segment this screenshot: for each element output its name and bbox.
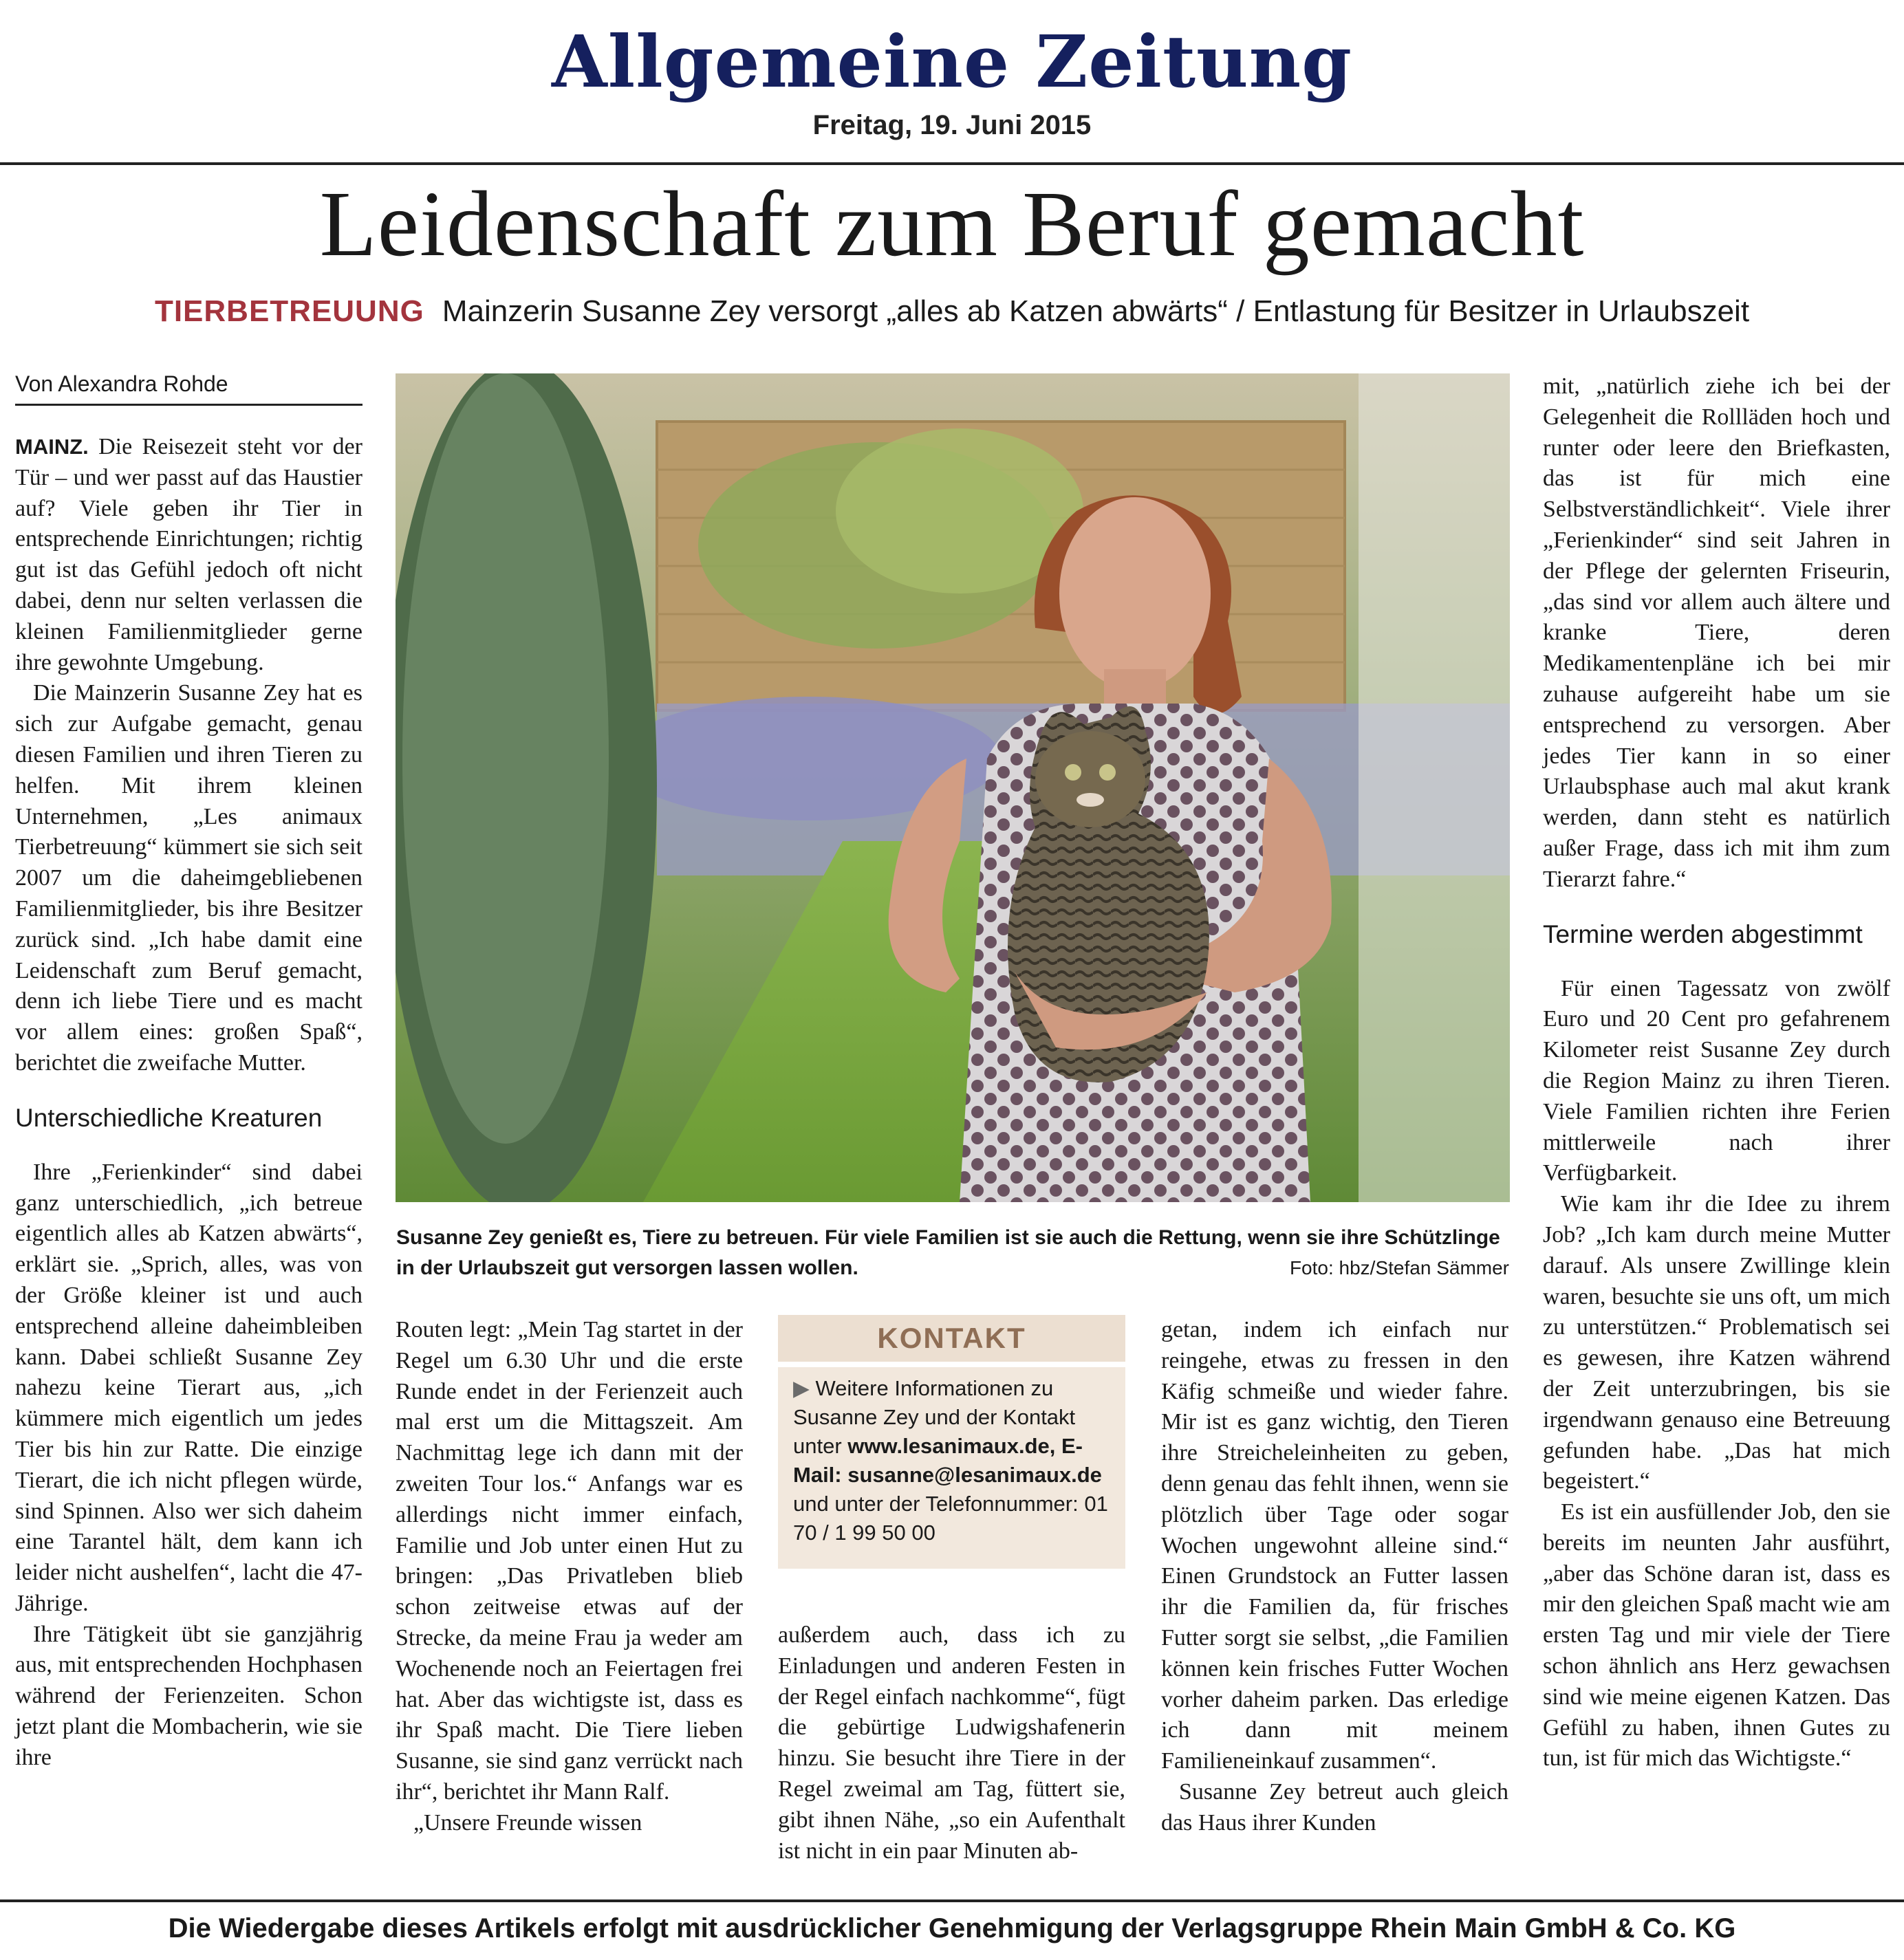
photo-credit: Foto: hbz/Stefan Sämmer xyxy=(1289,1257,1509,1278)
article-column-4 xyxy=(1161,1315,1508,1839)
section-subhead: Termine werden abgestimmt xyxy=(1543,919,1863,948)
contact-phone: und unter der Telefonnummer: 01 70 / 1 99 50 00 xyxy=(793,1492,1108,1545)
paragraph: Susanne Zey betreut auch gleich das Haus ihrer Kunden xyxy=(1161,1778,1508,1836)
article-column-5 xyxy=(1543,371,1890,1774)
paragraph: Für einen Tagessatz von zwölf Euro und 20 Cent pro gefahrenem Kilometer reist Susanne Zey durch die Region Mainz zu ihren Tieren. Viele Familien richten ihre Ferien mittlerweile nach ihrer Verfügbarkeit. xyxy=(1543,975,1890,1186)
paragraph: „Unsere Freunde wissen xyxy=(413,1809,642,1836)
publication-date: Freitag, 19. Juni 2015 xyxy=(812,110,1092,140)
paragraph: MAINZ. Die Reisezeit steht vor der Tür – und wer passt auf das Haustier auf? Viele geben ihr Tier in entsprechende Einrichtungen; richtig gut ist das Gefühl jedoch oft nicht dabei, denn nur selten verlassen die kleinen Familienmitglieder gerne ihre gewohnte Umgebung. xyxy=(15,434,363,675)
contact-box-title: KONTAKT xyxy=(778,1315,1125,1362)
article-photo xyxy=(396,373,1510,1202)
arrow-icon: ▶ xyxy=(793,1376,810,1400)
paragraph: Wie kam ihr die Idee zu ihrem Job? „Ich kam durch meine Mutter darauf. Als unsere Zwillinge klein waren, besuchte sie uns oft, um mich zu unterstützen.“ Problematisch sei es gewesen, ihre Katzen während der Zeit unterzubringen, bis sie irgendwann genauso eine Betreuung gefunden habe. „Das hat mich begeistert.“ xyxy=(1543,1191,1890,1494)
contact-email-link[interactable]: susanne@lesanimaux.de xyxy=(847,1463,1102,1487)
copyright-footer: Die Wiedergabe dieses Artikels erfolgt mit ausdrücklicher Genehmigung der Verlagsgruppe Rhein Main GmbH & Co. KG xyxy=(0,1899,1904,1960)
paragraph: Es ist ein ausfüllender Job, den sie bereits im neunten Jahr ausführt, „aber das Schöne daran ist, dass es mir den gleichen Spaß macht wie am ersten Tag und mir viele der Tiere schon ähnlich ans Herz gewachsen sind wie meine eigenen Katzen. Das Gefühl zu haben, ihnen Gutes zu tun, ist für mich das Wichtigste.“ xyxy=(1543,1499,1890,1772)
article-column-1 xyxy=(15,432,363,1774)
paragraph: getan, indem ich einfach nur reingehe, etwas zu fressen in den Käfig schmeiße und wieder fahre. Mir ist es ganz wichtig, den Tieren ihre Streicheleinheiten zu geben, denn genau das fehlt ihnen, wenn sie plötzlich über Tage oder sogar Wochen ungewohnt alleine sind.“ Einen Grundstock an Futter lassen ihr die Familien da, für frisches Futter sorgt sie selbst, „die Familien können kein frisches Futter Wochen vorher daheim parken. Das erledige ich dann mit meinem Familieneinkauf zusammen“. xyxy=(1161,1317,1508,1774)
contact-email-label: E-Mail: xyxy=(793,1434,1083,1487)
paragraph: mit, „natürlich ziehe ich bei der Gelegenheit die Rollläden hoch und runter oder leere den Briefkasten, das ist für mich eine Selbstverständlichkeit“. Viele ihrer „Ferienkinder“ sind seit Jahren in der Pflege der gelernten Friseurin, „das sind vor allem auch ältere und kranke Tiere, deren Medikamentenpläne ich bei mir zuhause aufgereiht habe um sie entsprechend zu versorgen. Aber jedes Tier kann in so einer Urlaubsphase auch mal akut krank werden, dann steht es natürlich außer Frage, dass ich mit ihm zum Tierarzt fahre.“ xyxy=(1543,373,1890,892)
article-headline: Leidenschaft zum Beruf gemacht xyxy=(319,173,1585,276)
masthead-divider xyxy=(0,162,1904,165)
article-column-2 xyxy=(396,1315,743,1839)
paragraph: Die Mainzerin Susanne Zey hat es sich zur Aufgabe gemacht, genau diesen Familien und ihren Tieren zu helfen. Mit ihrem kleinen Unternehmen, „Les animaux Tierbetreuung“ kümmert sie sich seit 2007 um die daheimgebliebenen Familienmitglieder, bis ihre Besitzer zurück sind. „Ich habe damit eine Leidenschaft zum Beruf gemacht, denn ich liebe Tiere und es macht vor allem eines: großen Spaß“, berichtet die zweifache Mutter. xyxy=(15,680,363,1076)
masthead-title: Allgemeine Zeitung xyxy=(552,19,1352,104)
contact-box-body: ▶ Weitere Informationen zu Susanne Zey und der Kontakt unter www.lesanimaux.de, E-Mail: susanne@lesanimaux.de und unter der Telefonnummer: 01 70 / 1 99 50 00 xyxy=(778,1367,1125,1569)
article-subheadline xyxy=(0,294,1904,329)
paragraph: außerdem auch, dass ich zu Einladungen und anderen Festen in der Regel einfach nachkomme“, fügt die gebürtige Ludwigshafenerin hinzu. Sie besucht ihre Tiere in der Regel zweimal am Tag, füttert sie, gibt ihnen Nähe, „so ein Aufenthalt ist nicht in ein paar Minuten ab- xyxy=(778,1622,1125,1864)
paragraph: Routen legt: „Mein Tag startet in der Regel um 6.30 Uhr und die erste Runde endet in der Ferienzeit auch mal erst um die Mittagszeit. Am Nachmittag lege ich dann mit der zweiten Tour los.“ Anfangs war es allerdings nicht immer einfach, Familie und Job unter einen Hut zu bringen: „Das Privatleben blieb schon zeitweise etwas auf der Strecke, da meine Frau ja weder am Wochenende noch an Feiertagen frei hat. Aber das wichtigste ist, dass es ihr Spaß macht. Die Tiere lieben Susanne, sie sind ganz verrückt nach ihr“, berichtet ihr Mann Ralf. xyxy=(396,1317,743,1805)
byline: Von Alexandra Rohde xyxy=(15,371,363,406)
section-subhead: Unterschiedliche Kreaturen xyxy=(15,1103,323,1132)
dateline-city: MAINZ. xyxy=(15,435,89,459)
section-kicker: TIERBETREUUNG xyxy=(154,294,424,328)
article-column-3 xyxy=(778,1620,1125,1866)
photo-caption: Susanne Zey genießt es, Tiere zu betreuen. Für viele Familien ist sie auch die Rettung, wenn sie ihre Schützlinge in der Urlaubszeit gut versorgen lassen wollen. Foto: hbz/Stefan Sämmer xyxy=(396,1223,1509,1283)
contact-website-link[interactable]: www.lesanimaux.de, xyxy=(847,1434,1056,1458)
paragraph: Ihre Tätigkeit übt sie ganzjährig aus, mit entsprechenden Hochphasen während der Ferienzeiten. Schon jetzt plant die Mombacherin, wie sie ihre xyxy=(15,1621,363,1770)
paragraph: Ihre „Ferienkinder“ sind dabei ganz unterschiedlich, „ich betreue eigentlich alles ab Katzen abwärts“, erklärt sie. „Sprich, alles, was von der Größe kleiner ist und auch entsprechend alleine daheimbleiben kann. Dabei schließt Susanne Zey nahezu keine Tierart aus, „ich kümmere mich eigentlich um jedes Tier bis hin zur Ratte. Die einzige Tierart, die ich nicht pflegen würde, sind Spinnen. Also wer sich daheim eine Tarantel hält, dem kann ich leider nicht aushelfen“, lacht die 47-Jährige. xyxy=(15,1159,363,1616)
subheadline-text: Mainzerin Susanne Zey versorgt „alles ab Katzen abwärts“ / Entlastung für Besitzer in Urlaubszeit xyxy=(442,294,1750,328)
